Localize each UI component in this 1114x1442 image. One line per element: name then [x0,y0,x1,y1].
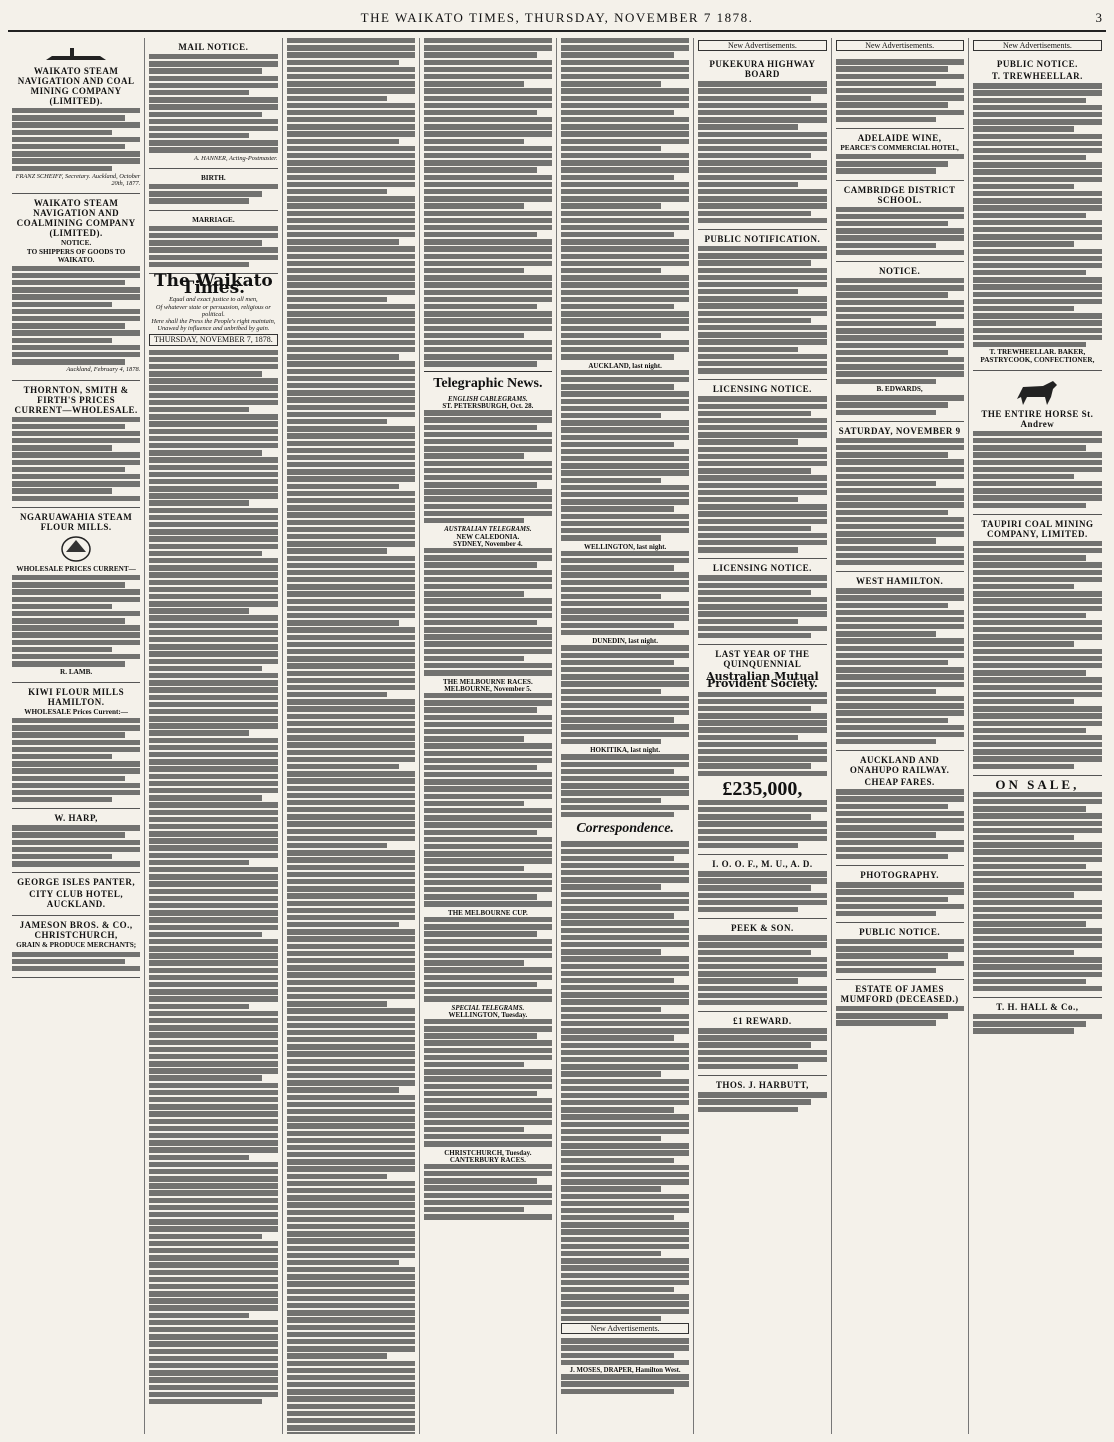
ad-licensing-2: LICENSING NOTICE. [698,559,826,645]
ad-peek-son: PEEK & SON. [698,919,826,1012]
subheadline: GRAIN & PRODUCE MERCHANTS; [16,941,137,950]
section-title: New Advertisements. [561,1323,689,1334]
editorial-body [149,350,277,1405]
ad-auction: SATURDAY, NOVEMBER 9 [836,422,964,572]
section-title: New Advertisements. [698,40,826,51]
section-title: New Advertisements. [973,40,1102,51]
subheadline: NOTICE. [61,239,92,248]
birth-notice [149,169,277,211]
headline: W. HARP, [54,813,98,824]
ad-railway: AUCKLAND AND ONAHUPO RAILWAY. CHEAP FARES. [836,751,964,866]
headline: WAIKATO STEAM NAVIGATION AND COALMINING COMPANY (LIMITED). [16,198,136,239]
headline: MARRIAGE. [192,215,235,224]
column-5: AUCKLAND, last night. WELLINGTON, last night. DUNEDIN, last night. HOKITIKA, last night. Correspondence. New Advertisements. J. MOSES, DRAPER, Hamilton West. [557,38,694,1434]
ad-harp [12,809,140,873]
headline: GEORGE ISLES PANTER, [17,877,136,888]
ad-taupiri-coal: TAUPIRI COAL MINING COMPANY, LIMITED. [973,515,1102,776]
subheadline: WHOLESALE PRICES CURRENT— [16,564,136,573]
ad-ioof: I. O. O. F., M. U., A. D. [698,855,826,919]
editorial-date: THURSDAY, NOVEMBER 7, 1878. [149,334,277,345]
column-7 [832,38,969,1434]
ad-thornton [12,381,140,508]
page-number: 3 [1095,10,1102,25]
ad-photography: PHOTOGRAPHY. [836,866,964,923]
columns [8,38,1106,1434]
column-3 [283,38,420,1434]
local-news-continued [424,38,552,367]
signature: A. HANNER, Acting-Postmaster. [194,154,278,162]
subheadline: WHOLESALE Prices Current:— [24,707,128,716]
ad-public-notification: PUBLIC NOTIFICATION. [698,230,826,380]
column-8 [969,38,1106,1434]
headline: NGARUAWAHIA STEAM FLOUR MILLS. [19,511,133,532]
section-title: Telegraphic News. [433,375,543,391]
section-title: Correspondence. [576,821,674,837]
ad-panter [12,873,140,916]
section-title: New Advertisements. [836,40,964,51]
subheadline: CITY CLUB HOTEL, AUCKLAND. [29,889,124,910]
ad-waikato-steam-2 [12,194,140,380]
ad-public-notice: PUBLIC NOTICE. [836,923,964,980]
masthead-title: THE WAIKATO TIMES, THURSDAY, NOVEMBER 7 1878. [360,10,754,25]
signature: Auckland, February 4, 1878. [66,366,141,374]
ad-on-sale: ON SALE, [973,776,1102,998]
ad-waikato-steam-1 [12,38,140,194]
ad-estate: ESTATE OF JAMES MUMFORD (DECEASED.) [836,980,964,1032]
paper-nameplate: The Waikato Times. [153,270,273,299]
ad-licensing-1: LICENSING NOTICE. [698,380,826,559]
ad-notice: NOTICE. B. EDWARDS, [836,262,964,422]
ad-reward: £1 REWARD. [698,1012,826,1076]
ad-cambridge-school: CAMBRIDGE DISTRICT SCHOOL. [836,181,964,262]
steamer-icon [46,44,106,64]
newspaper-page [8,8,1106,1434]
ad-kiwi-mills [12,683,140,809]
headline: KIWI FLOUR MILLS HAMILTON. [28,686,125,707]
ad-trewheellar-notice: PUBLIC NOTICE. T. TREWHEELLAR. T. TREWHEELLAR. BAKER, PASTRYCOOK, CONFECTIONER, [973,55,1102,371]
trade-mark-icon [56,534,96,564]
ad-jameson [12,916,140,978]
column-1 [8,38,145,1434]
headline: BIRTH. [201,173,226,182]
marriage-notice [149,211,277,274]
ad-mail-notice [149,38,277,169]
masthead [8,8,1106,32]
headline: THORNTON, SMITH & FIRTH'S PRICES CURRENT—WHOLESALE. [14,384,138,415]
headline: WAIKATO STEAM NAVIGATION AND COAL MINING COMPANY (LIMITED). [17,66,135,106]
column-6 [694,38,831,1434]
motto: Equal and exact justice to all men, Of whatever state or persuasion, religious or political. Here shall the Press the People's right maintain, Unawed by influence and unbribed by gain. [151,296,276,333]
ad-th-hall: T. H. HALL & Co., [973,998,1102,1040]
column-4: Telegraphic News. ENGLISH CABLEGRAMS. ST. PETERSBURGH, Oct. 28. AUSTRALIAN TELEGRAMS. NEW CALEDONIA. SYDNEY, November 4. THE MELBOURNE RACES. MELBOURNE, November 5. THE MELBOURNE CUP. SPECIAL TELEGRAMS. WELLINGTON, Tuesday. CHRISTCHURCH, Tuesday. CANTERBURY RACES. [420,38,557,1434]
ad-amp-society: LAST YEAR OF THE QUINQUENNIAL Australian Mutual Provident Society. £235,000, [698,645,826,855]
headline: JAMESON BROS. & CO., CHRISTCHURCH, [19,920,133,941]
ad-west-hamilton: WEST HAMILTON. [836,572,964,751]
subheadline: TO SHIPPERS OF GOODS TO WAIKATO. [26,248,126,264]
local-news-body [287,38,415,1434]
signature: R. LAMB. [60,667,93,676]
headline: MAIL NOTICE. [178,42,249,52]
ad-ngaruawahia-mills [12,508,140,683]
signature: FRANZ SCHEIFF, Secretary. Auckland, October 20th, 1877. [15,172,141,187]
column-2 [145,38,282,1434]
horse-icon [1009,377,1065,407]
ad-st-andrew: THE ENTIRE HORSE St. Andrew [973,371,1102,515]
ad-adelaide-wine: ADELAIDE WINE, PEARCE'S COMMERCIAL HOTEL, [836,129,964,181]
ad-harbutt: THOS. J. HARBUTT, [698,1076,826,1118]
ad-pukekura: PUKEKURA HIGHWAY BOARD [698,55,826,230]
